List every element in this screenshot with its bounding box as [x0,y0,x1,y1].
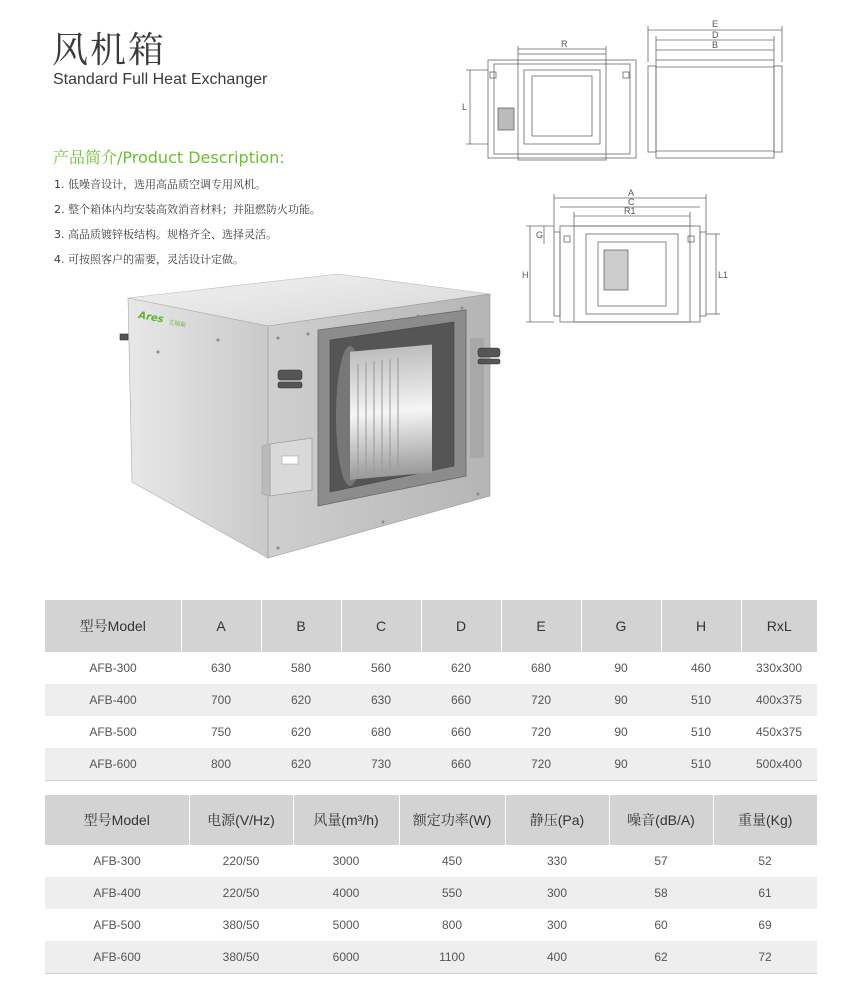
table-cell: 800 [441,918,463,932]
table-cell: 62 [609,941,713,974]
table-cell: 660 [421,748,501,781]
table-cell: 4000 [293,877,399,909]
table-header-row [45,795,817,845]
description-heading: 产品简介/Product Description: [53,148,285,167]
table-cell: 90 [614,725,628,739]
dim-label-r: R [561,39,568,49]
column-header: H [661,600,741,652]
table-cell: AFB-500 [93,918,141,932]
column-header: 静压(Pa) [505,795,609,845]
column-header: E [501,600,581,652]
table-cell: 720 [501,684,581,716]
table-cell: 500x400 [741,748,817,781]
table-cell: 630 [210,661,232,675]
table-row [45,877,817,909]
table-cell: 730 [341,748,421,781]
table-cell: AFB-300 [93,854,141,868]
table-cell: 680 [530,661,552,675]
column-header: D [421,600,501,652]
table-cell: 460 [690,661,712,675]
table-cell: 60 [654,918,668,932]
table-cell: 400 [505,941,609,974]
table-cell: AFB-400 [45,684,181,716]
table-row [45,748,817,781]
table-cell: 52 [758,854,772,868]
column-header: G [581,600,661,652]
table-cell: 5000 [332,918,360,932]
table-cell: 550 [399,877,505,909]
dim-label-l1: L1 [718,270,729,280]
table-cell: 90 [614,661,628,675]
column-header: 型号Model [45,600,181,652]
column-header: 噪音(dB/A) [609,795,713,845]
table-row [45,716,817,748]
dim-label-l: L [462,102,468,112]
table-cell: AFB-500 [89,725,137,739]
table-cell: AFB-400 [45,877,189,909]
column-header: B [261,600,341,652]
table-cell: 380/50 [189,941,293,974]
table-cell: 220/50 [222,854,260,868]
table-cell: 750 [210,725,232,739]
dim-label-a: A [628,188,635,198]
table-cell: 3000 [332,854,360,868]
table-cell: AFB-600 [45,748,181,781]
table-cell: AFB-600 [45,941,189,974]
table-cell: 620 [261,684,341,716]
table-cell: 6000 [293,941,399,974]
table-row [45,909,817,941]
brand-logo: Ares [137,310,165,326]
table-cell: 1100 [399,941,505,974]
table-cell: 620 [261,748,341,781]
table-cell: 560 [370,661,392,675]
dim-label-g: G [536,230,544,240]
dimensions-table [45,600,817,781]
column-header: 风量(m³/h) [293,795,399,845]
table-row [45,652,817,684]
column-header: C [341,600,421,652]
performance-table [45,795,817,974]
dim-label-h: H [522,270,529,280]
table-row [45,684,817,716]
column-header: A [181,600,261,652]
description-list [54,172,321,272]
table-cell: 510 [661,684,741,716]
brand-logo-cn: 艾瑞斯 [167,319,187,330]
dim-label-e: E [712,19,719,29]
column-header: RxL [741,600,817,652]
dim-label-d: D [712,30,719,40]
table-cell: 450x375 [755,725,803,739]
table-cell: 400x375 [741,684,817,716]
table-cell: 680 [370,725,392,739]
table-cell: 58 [609,877,713,909]
dim-label-b: B [712,40,719,50]
table-cell: 220/50 [189,877,293,909]
table-row [45,845,817,877]
table-cell: 620 [450,661,472,675]
description-item: 4. 可按照客户的需要，灵活设计定做。 [54,253,244,266]
table-cell: AFB-300 [89,661,137,675]
table-cell: 720 [530,725,552,739]
description-item: 2. 整个箱体内均安装高效消音材料；并阻燃防火功能。 [54,203,321,216]
column-header: 电源(V/Hz) [189,795,293,845]
table-cell: 630 [341,684,421,716]
table-cell: 61 [713,877,817,909]
table-cell: 380/50 [222,918,260,932]
table-cell: 660 [450,725,472,739]
column-header: 重量(Kg) [713,795,817,845]
front-view-drawing [520,186,730,336]
dim-label-r1: R1 [624,206,636,216]
table-cell: 660 [421,684,501,716]
table-cell: 510 [690,725,712,739]
dim-label-c: C [628,197,635,207]
table-cell: 300 [505,877,609,909]
column-header: 型号Model [45,795,189,845]
top-view-drawing [458,12,798,172]
table-cell: 90 [581,748,661,781]
page-subtitle: Standard Full Heat Exchanger [53,71,268,88]
table-cell: 620 [290,725,312,739]
table-cell: 330x300 [755,661,803,675]
description-item: 1. 低噪音设计，选用高品质空调专用风机。 [54,178,266,191]
table-header-row [45,600,817,652]
table-cell: 300 [546,918,568,932]
table-cell: 700 [181,684,261,716]
table-row [45,941,817,974]
table-cell: 510 [661,748,741,781]
table-cell: 330 [546,854,568,868]
description-item: 3. 高品质镀锌板结构。规格齐全、选择灵活。 [54,228,277,241]
page-title: 风机箱 [52,30,167,71]
table-cell: 580 [290,661,312,675]
column-header: 额定功率(W) [399,795,505,845]
table-cell: 69 [758,918,772,932]
table-cell: 90 [581,684,661,716]
table-cell: 450 [441,854,463,868]
table-cell: 800 [181,748,261,781]
table-cell: 72 [713,941,817,974]
table-cell: 57 [654,854,668,868]
product-image [118,268,518,568]
table-cell: 720 [501,748,581,781]
